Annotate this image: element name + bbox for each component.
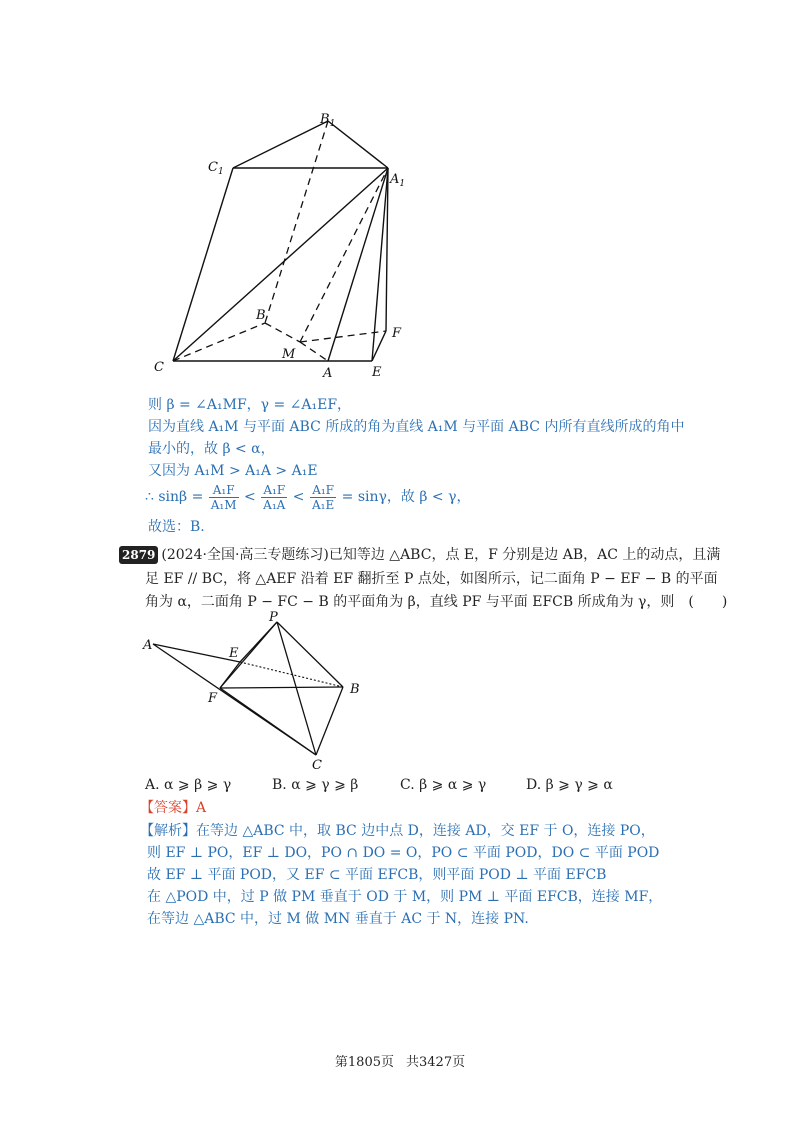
- label-B2: B: [350, 682, 360, 697]
- page-footer: [0, 1051, 800, 1070]
- fraction-3: $\frac{\text{A₁F}}{\text{A₁E}}$: [311, 482, 335, 512]
- label-B: B: [256, 308, 266, 323]
- option-d[interactable]: D. β ⩾ γ ⩾ α: [526, 777, 613, 793]
- analysis-line-1: 【解析】在等边 △ABC 中，取 BC 边中点 D，连接 AD，交 EF 于 O，连接 PO，: [140, 823, 655, 839]
- prev-solution-line-3: 最小的，故 β < α，: [148, 441, 275, 457]
- total-pages: 共3427页: [406, 1055, 466, 1070]
- analysis-line-5: 在等边 △ABC 中，过 M 做 MN 垂直于 AC 于 N，连接 PN.: [147, 911, 529, 927]
- prev-solution-line-5: ∴ sinβ = $\frac{\text{A₁F}}{\text{A₁M}}$ < $\frac{\text{A₁F}}{\text{A₁A}}$ < $\frac{\text{A₁F}}{\text{A₁E}}$ = sinγ，故 β < γ，: [145, 482, 471, 512]
- label-A1: $A_1$: [390, 172, 406, 189]
- label-C1: $C_1$: [208, 160, 224, 177]
- answer-line: [140, 798, 206, 818]
- analysis-line-4: 在 △POD 中，过 P 做 PM 垂直于 OD 于 M，则 PM ⊥ 平面 EFCB，连接 MF，: [147, 889, 663, 905]
- prev-solution-line-2: 因为直线 A₁M 与平面 ABC 所成的角为直线 A₁M 与平面 ABC 内所有直线所成的角中: [148, 419, 685, 435]
- fraction-1: $\frac{\text{A₁F}}{\text{A₁M}}$: [210, 482, 237, 512]
- label-C2: C: [312, 758, 322, 772]
- option-b[interactable]: B. α ⩾ γ ⩾ β: [272, 777, 359, 793]
- prev-solution-line-1: 则 β = ∠A₁MF，γ = ∠A₁EF，: [148, 397, 352, 413]
- label-E2: E: [229, 646, 239, 661]
- label-P: P: [269, 610, 278, 625]
- prev-solution-line-4: 又因为 A₁M > A₁A > A₁E: [148, 463, 318, 479]
- analysis-line-2: 则 EF ⊥ PO，EF ⊥ DO，PO ∩ DO = O，PO ⊂ 平面 POD，DO ⊂ 平面 POD: [147, 845, 660, 861]
- sin-gamma-suffix: = sinγ，故 β < γ，: [341, 489, 471, 505]
- problem-line-3: 角为 α，二面角 P − FC − B 的平面角为 β，直线 PF 与平面 EFCB 所成角为 γ，则 ( ): [145, 594, 728, 610]
- label-A: A: [323, 366, 333, 381]
- prev-solution-line-6: 故选：B.: [148, 519, 205, 535]
- label-F2: F: [208, 691, 218, 706]
- label-M: M: [282, 347, 296, 362]
- sin-beta-prefix: ∴ sinβ =: [145, 489, 204, 505]
- problem-line-1: 2879 (2024·全国·高三专题练习)已知等边 △ABC，点 E，F 分别是边 AB，AC 上的动点，且满: [119, 545, 720, 565]
- prism-figure: [140, 105, 420, 385]
- label-B1: $B_1$: [320, 112, 336, 129]
- problem-number-badge: 2879: [119, 546, 158, 564]
- label-E: E: [372, 365, 382, 380]
- answer-value: A: [196, 800, 207, 816]
- fold-figure: [140, 607, 380, 772]
- analysis-tag: 【解析】: [140, 823, 196, 839]
- problem-line-2: 足 EF // BC，将 △AEF 沿着 EF 翻折至 P 点处，如图所示，记二面角 P − EF − B 的平面: [145, 571, 718, 587]
- fraction-2: $\frac{\text{A₁F}}{\text{A₁A}}$: [263, 482, 286, 512]
- label-A2: A: [143, 638, 153, 653]
- option-c[interactable]: C. β ⩾ α ⩾ γ: [400, 777, 487, 793]
- analysis-line-3: 故 EF ⊥ 平面 POD，又 EF ⊂ 平面 EFCB，则平面 POD ⊥ 平面 EFCB: [147, 867, 607, 883]
- answer-tag: 【答案】: [140, 800, 196, 816]
- label-C: C: [154, 360, 164, 375]
- label-F: F: [392, 326, 402, 341]
- page-number: 第1805页: [334, 1055, 394, 1070]
- option-a[interactable]: A. α ⩾ β ⩾ γ: [145, 777, 232, 793]
